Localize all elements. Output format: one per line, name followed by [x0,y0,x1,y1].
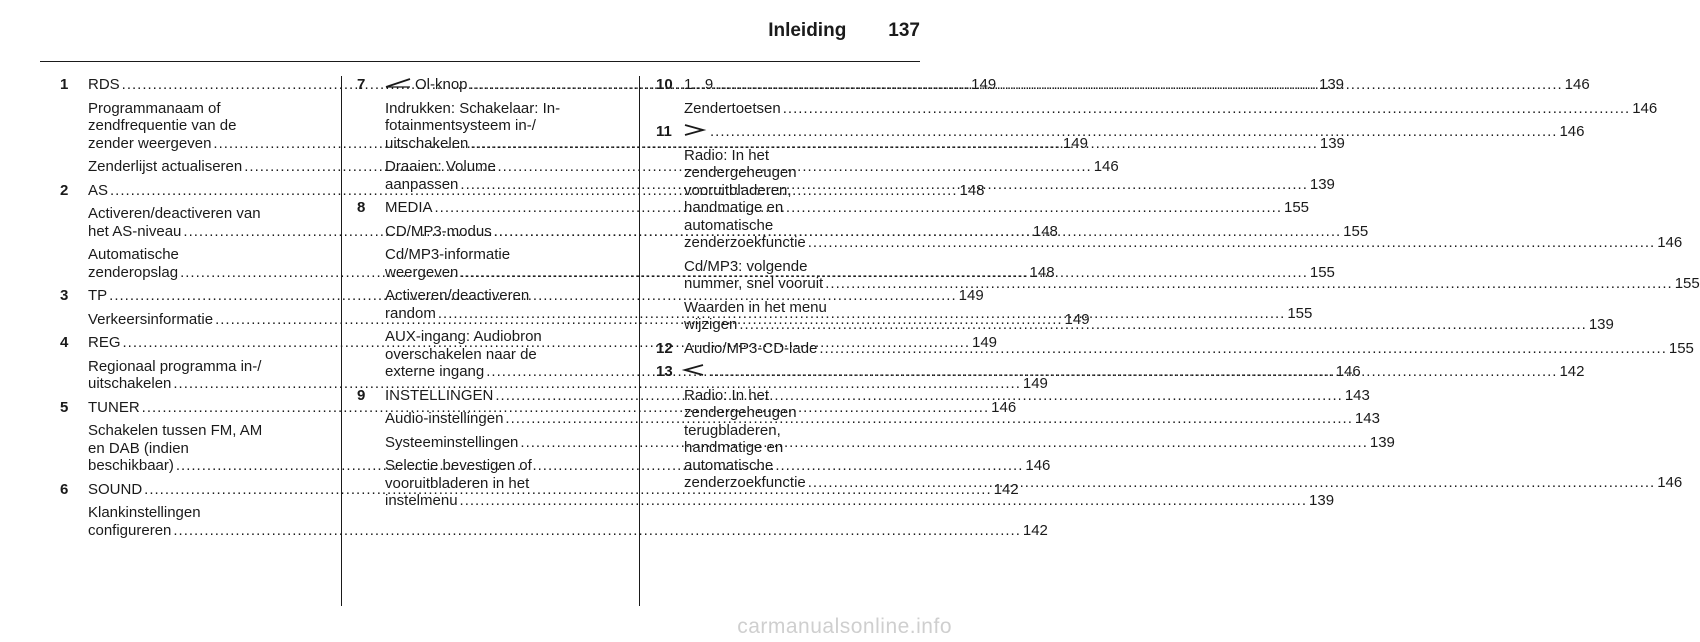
subentry-text: Draaien: Volume [385,158,496,175]
entry-label: TUNER [88,398,140,416]
subentry-text: Activeren/deactiveren van [88,205,261,222]
dot-leader [783,100,1630,118]
entry-label: Zendertoetsen [684,99,781,117]
subentry-text: automatische [684,456,774,474]
entry-label: AS [88,181,109,199]
entry-number: 9 [357,386,366,404]
entry-label: beschikbaar) [88,457,174,474]
subentry-text: handmatige en [684,439,784,456]
entry-number: 5 [60,398,69,416]
header-rule [40,61,920,62]
page-ref: 155 [1287,304,1313,322]
index-entry [656,123,1585,141]
entry-label: CD/MP3-modus [385,222,492,240]
subentry-text: en DAB (indien [88,439,189,457]
page-ref: 148 [959,181,985,199]
entry-number: 3 [60,287,69,304]
subentry-text: fotainmentsysteem in-/ [385,117,536,134]
page-ref: 142 [993,480,1019,498]
index-line [88,375,1048,393]
index-line [684,275,1700,293]
index-line [684,234,1683,252]
page-ref: 148 [1029,263,1055,281]
page-ref: 146 [991,398,1017,416]
dot-leader [710,363,1557,381]
page-ref: 155 [1309,263,1335,281]
entry-number: 8 [357,199,366,216]
dot-leader [520,434,1367,452]
index-line [88,521,1048,540]
entry-label: zenderopslag [88,263,179,281]
entry-label: Zenderlijst actualiseren [88,158,243,175]
dot-leader [808,234,1655,252]
subentry-text: overschakelen naar de [385,345,537,363]
entry-number: 12 [656,339,673,357]
dot-leader [715,76,1562,94]
page-ref: 139 [1309,492,1335,509]
entry-label: zender weergeven [88,134,212,152]
entry-label: MEDIA [385,199,433,216]
subentry-text: Radio: In het [684,386,770,404]
entry-label: zenderzoekfunctie [684,474,806,491]
subentry-text: Schakelen tussen FM, AM [88,422,263,439]
dot-leader [173,522,1020,540]
index-line [684,123,1585,141]
entry-label: TP [88,287,108,304]
page-ref: 149 [1062,134,1088,152]
entry-label: instelmenu [385,492,458,509]
seek-forward-icon [684,123,704,141]
watermark: carmanualsonline.info [737,615,952,638]
entry-label: Ol-knop [415,76,468,93]
entry-label: nummer, snel vooruit [684,275,824,292]
index-line [684,76,1590,94]
page-ref: 155 [1674,275,1700,292]
subentry-text: Radio: In het [684,146,770,164]
entry-body [684,340,1694,358]
page-header [768,20,920,42]
page-ref: 149 [971,334,998,351]
page-ref: 148 [1032,222,1058,240]
entry-label: RDS [88,76,120,93]
entry-number: 4 [60,334,69,351]
entry-number: 2 [60,181,69,199]
subentry-text: terugbladeren, [684,421,781,439]
index-line [385,492,1335,510]
subentry-text: zendergeheugen [684,404,797,421]
subentry-text: vooruitbladeren in het [385,474,530,492]
page-ref: 149 [971,76,997,93]
entry-label: configureren [88,521,172,539]
entry-number: 1 [60,76,69,93]
index-line [684,99,1658,118]
page-ref: 155 [1343,222,1369,240]
entry-body [684,363,1585,381]
page-ref: 155 [1283,199,1310,216]
page-ref: 139 [1588,316,1614,333]
page-ref: 149 [1064,310,1090,328]
dot-leader [505,410,1352,428]
subentry-text: Klankinstellingen [88,504,201,521]
subentry-text: zendergeheugen [684,164,797,181]
entry-label: Audio/MP3-CD-lade [684,339,818,357]
entry-label: externe ingang [385,363,485,380]
entry-label: uitschakelen [385,134,469,152]
page-ref: 149 [958,287,984,304]
entry-body [684,76,1590,94]
entry-number: 6 [60,480,69,498]
column-divider-2 [639,76,640,606]
entry-number: 10 [656,76,673,93]
index-line [684,340,1694,358]
entry-body [684,123,1585,141]
page-ref: 155 [1668,339,1694,357]
index-line [684,363,1585,381]
page-ref: 139 [1309,175,1335,193]
subentry-text: automatische [684,216,774,234]
dot-leader [808,474,1655,492]
entry-label: INSTELLINGEN [385,386,494,404]
page-ref: 142 [1022,521,1048,539]
entry-label: uitschakelen [88,375,172,392]
entry-label: SOUND [88,480,143,498]
entry-label: het AS-niveau [88,222,182,240]
page-ref: 143 [1354,410,1380,427]
subentry-text: Programmanaam of [88,99,221,117]
subentry-text: Cd/MP3-informatie [385,246,511,263]
page-ref: 146 [1564,76,1590,93]
entry-label: Audio-instellingen [385,410,504,427]
entry-number: 13 [656,363,673,380]
subentry-text: Selectie bevestigen of [385,457,532,474]
page-ref: 143 [1344,386,1370,404]
page-ref: 139 [1319,76,1345,93]
page-ref: 139 [1369,433,1395,451]
subentry-text: Automatische [88,246,179,263]
dot-leader [825,275,1672,293]
dot-leader [739,316,1586,334]
entry-label: Systeeminstellingen [385,433,519,451]
entry-label: 1...9 [684,76,714,93]
seek-back-icon [684,363,704,381]
dot-leader [819,340,1666,358]
subentry-text: AUX-ingang: Audiobron [385,328,542,345]
subentry-text: Indrukken: Schakelaar: In- [385,99,561,117]
page-ref: 142 [1559,363,1585,380]
subentry-text: zendfrequentie van de [88,117,237,134]
entry-label: Verkeersinformatie [88,310,214,328]
page-ref: 146 [1632,99,1658,117]
power-knob-icon [385,76,411,94]
subentry-text: Regionaal programma in-/ [88,357,262,375]
page-ref: 146 [1657,234,1683,251]
subentry-text: handmatige en [684,199,784,216]
page-ref: 149 [1022,375,1048,392]
subentry-text: Cd/MP3: volgende [684,257,808,275]
page-ref: 146 [1559,123,1585,140]
entry-label: aanpassen [385,175,459,193]
entry-label: REG [88,334,121,351]
index-subentry [656,99,1658,118]
subentry-text: Waarden in het menu [684,298,827,316]
index-subentry [60,504,1048,539]
column-divider-1 [341,76,342,606]
page-ref: 146 [1657,474,1683,491]
section-title: Inleiding [768,20,847,41]
entry-label: weergeven [385,263,459,281]
dot-leader [710,123,1557,141]
page-ref: 146 [1025,457,1051,474]
page-ref: 139 [1319,134,1345,152]
entry-number: 7 [357,76,366,93]
page-number: 137 [888,20,920,41]
page-ref: 146 [1093,158,1119,175]
page-ref: 146 [1335,363,1361,380]
entry-label: zenderzoekfunctie [684,234,806,251]
subentry-text: Activeren/deactiveren [385,287,530,304]
entry-label: random [385,304,436,322]
subentry-text: vooruitbladeren, [684,181,792,199]
entry-label: wijzigen [684,316,738,333]
entry-number: 11 [656,123,672,140]
